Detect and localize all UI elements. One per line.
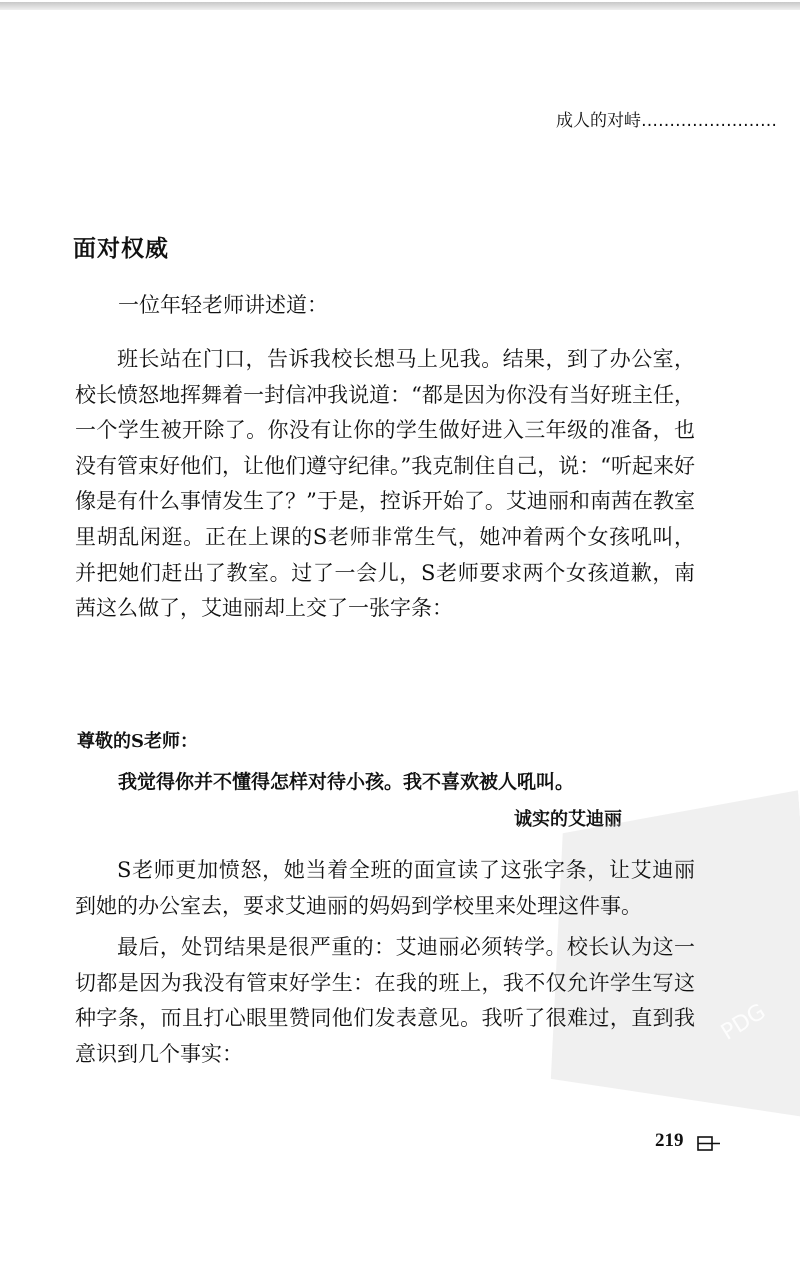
paragraph-2: S老师更加愤怒，她当着全班的面宣读了这张字条，让艾迪丽到她的办公室去，要求艾迪丽的妈妈到学校里来处理这件事。 [75, 858, 695, 918]
letter-salutation: 尊敬的S老师： [77, 731, 198, 752]
page-mark-icon [696, 1136, 720, 1151]
paragraph-1: 班长站在门口，告诉我校长想马上见我。结果，到了办公室，校长愤怒地挥舞着一封信冲我说道：“都是因为你没有当好班主任，一个学生被开除了。你没有让你的学生做好进入三年级的准备，也没有管束好他们，让他们遵守纪律。”我克制住自己，说：“听起来好像是有什么事情发生了？”于是，控诉开始了。艾迪丽和南茜在教室里胡乱闲逛。正在上课的S老师非常生气，她冲着两个女孩吼叫，并把她们赶出了教室。过了一会儿，S老师要求两个女孩道歉，南茜这么做了，艾迪丽却上交了一张字条： [75, 347, 695, 621]
page-number: 219 [655, 1130, 684, 1151]
running-header: 成人的对峙…………………… [556, 111, 777, 131]
lead-sentence: 一位年轻老师讲述道： [118, 293, 328, 317]
watermark-text: PDG [716, 999, 771, 1046]
letter-body: 我觉得你并不懂得怎样对待小孩。我不喜欢被人吼叫。 [118, 771, 575, 793]
letter-signature: 诚实的艾迪丽 [514, 809, 622, 830]
page-top-edge [0, 2, 800, 10]
paragraph-3: 最后，处罚结果是很严重的：艾迪丽必须转学。校长认为这一切都是因为我没有管束好学生：在我的班上，我不仅允许学生写这种字条，而且打心眼里赞同他们发表意见。我听了很难过，直到我意识到几个事实： [75, 935, 695, 1066]
section-title: 面对权威 [73, 236, 169, 262]
